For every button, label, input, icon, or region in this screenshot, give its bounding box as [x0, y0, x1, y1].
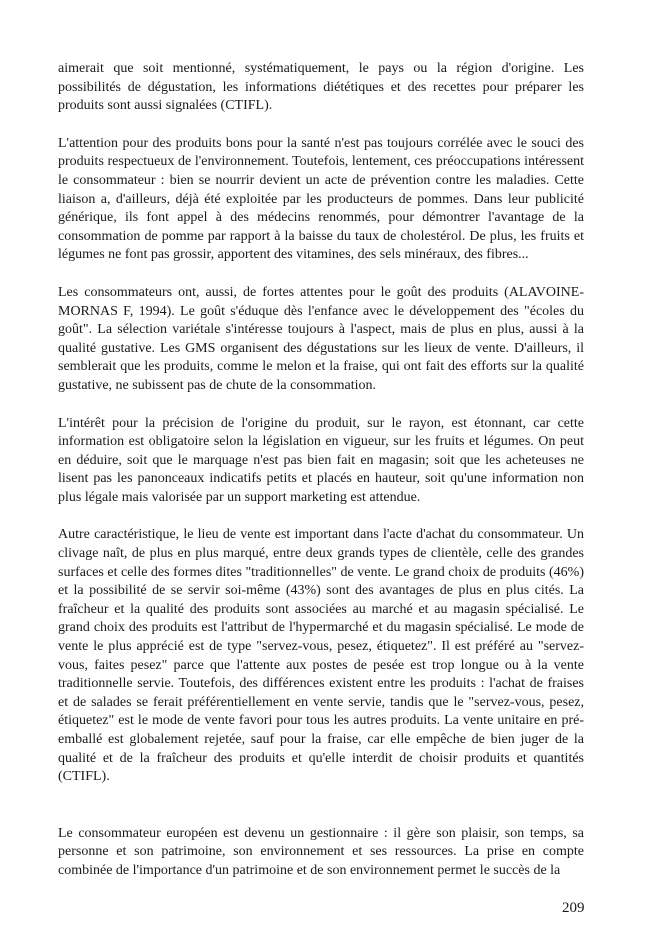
paragraph-point-of-sale: Autre caractéristique, le lieu de vente est important dans l'acte d'achat du consommateur. Un clivage naît, de plus en plus marqué, entre deux grands types de clientèle, celle des grandes surfaces et celle des formes dites "traditionnelles" de vente. Le grand choix de produits (46%) et la possibilité de se servir soi-même (43%) sont des avantages de plus en plus cités. La fraîcheur et la qualité des produits sont associées au marché et au magasin spécialisé. Le grand choix des produits est l'attribut de l'hypermarché et du magasin spécialisé. Le mode de vente le plus apprécié est de type "servez-vous, pesez, étiquetez". Il est préféré au "servez-vous, faites pesez" parce que l'attente aux postes de pesée est trop longue ou à la vente traditionnelle servie. Toutefois, des différences existent entre les produits : l'achat de fraises et de salades se ferait préférentiellement en vente servie, tandis que le "servez-vous, pesez, étiquetez" est le mode de vente favori pour tous les autres produits. La vente unitaire en pré-emballé est globalement rejetée, sauf pour la fraise, car elle empêche de bien juger de la qualité et de la fraîcheur des produits et qu'elle interdit de choisir produits et quantités (CTIFL). — [58, 527, 584, 785]
document-page — [58, 60, 584, 881]
paragraph-origin-info: aimerait que soit mentionné, systématiquement, le pays ou la région d'origine. Les possibilités de dégustation, les informations diététiques et des recettes pour préparer les produits sont aussi signalées (CTIFL). — [58, 61, 584, 114]
paragraph-origin-precision: L'intérêt pour la précision de l'origine du produit, sur le rayon, est étonnant, car cette information est obligatoire selon la législation en vigueur, sur les fruits et légumes. On peut en déduire, soit que le marquage n'est pas bien fait en magasin; soit que les acheteuses ne lisent pas les panonceaux indicatifs petits et placés en hauteur, soit qu'une information non plus légale mais valorisée par un support marketing est attendue. — [58, 415, 584, 505]
paragraph-european-consumer: Le consommateur européen est devenu un gestionnaire : il gère son plaisir, son temps, sa personne et son patrimoine, son environnement et ses ressources. La prise en compte combinée de l'importance d'un patrimoine et de son environnement permet le succès de la — [58, 825, 584, 878]
page-number: 209 — [562, 900, 585, 916]
paragraph-health-environment: L'attention pour des produits bons pour la santé n'est pas toujours corrélée avec le souci des produits respectueux de l'environnement. Toutefois, lentement, ces préoccupations intéressent le consommateur : bien se nourrir devient un acte de prévention contre les maladies. Cette liaison a, d'ailleurs, déjà été exploitée par les producteurs de pommes. Dans leur publicité générique, ils font appel à des médecins renommés, pour démontrer l'avantage de la consommation de pomme par rapport à la baisse du taux de cholestérol. De plus, les fruits et légumes ne font pas grossir, apportent des vitamines, des sels minéraux, des fibres... — [58, 135, 584, 263]
paragraph-spacer — [58, 507, 584, 526]
paragraph-spacer — [58, 116, 584, 135]
paragraph-spacer — [58, 396, 584, 415]
paragraph-spacer — [58, 787, 584, 825]
paragraph-spacer — [58, 265, 584, 284]
paragraph-taste-expectations: Les consommateurs ont, aussi, de fortes attentes pour le goût des produits (ALAVOINE-MORNAS F, 1994). Le goût s'éduque dès l'enfance avec le développement des "écoles du goût". La sélection variétale s'intéresse toujours à l'aspect, mais de plus en plus, aussi à la qualité gustative. Les GMS organisent des dégustations sur les lieux de vente. D'ailleurs, il semblerait que les produits, comme le melon et la fraise, qui ont fait des efforts sur la qualité gustative, ne subissent pas de chute de la consommation. — [58, 284, 584, 393]
